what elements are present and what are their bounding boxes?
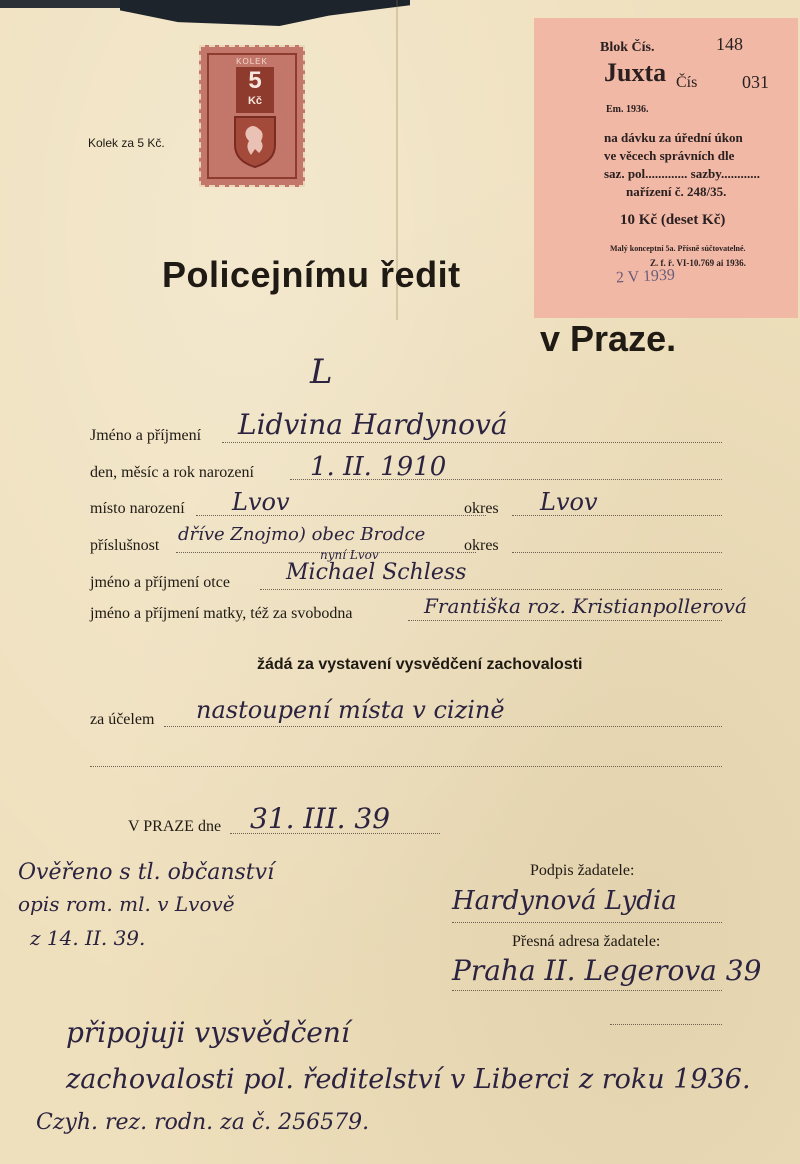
handwritten-district: Lvov (540, 488, 598, 516)
sticker-text-line: nařízení č. 248/35. (626, 184, 727, 199)
handwritten-mark: L (310, 352, 333, 392)
sticker-emission: Em. 1936. (606, 104, 649, 115)
lion-shield-icon (231, 115, 279, 169)
handwritten-birth-place: Lvov (232, 488, 290, 516)
sticker-text-line: ve věcech správních dle (604, 148, 735, 163)
sticker-juxta-number: 031 (742, 72, 769, 92)
label-birth-date: den, měsíc a rok narození (90, 464, 254, 481)
revenue-stamp (199, 45, 305, 187)
revenue-stamp-value-box (236, 67, 274, 113)
dotted-line (260, 589, 722, 590)
sticker-footer-line: Z. f. ř. VI-10.769 ai 1936. (650, 258, 746, 268)
revenue-stamp-unit: Kč (247, 95, 263, 107)
handwritten-note: opis rom. ml. v Lvově (18, 892, 235, 916)
handwritten-date: 31. III. 39 (250, 802, 391, 835)
label-name: Jméno a příjmení (90, 427, 202, 444)
handwritten-note: z 14. II. 39. (30, 926, 146, 950)
dotted-line (610, 1024, 722, 1025)
label-father: jméno a příjmení otce (90, 574, 230, 591)
handwritten-purpose: nastoupení místa v cizině (196, 696, 505, 724)
sticker-blok-label: Blok Čís. (600, 40, 655, 55)
handwritten-domicile: dříve Znojmo) obec Brodce (178, 524, 426, 545)
handwritten-birth-date: 1. II. 1910 (310, 452, 447, 482)
dotted-line (222, 442, 722, 443)
revenue-stamp-value: 5 (248, 67, 262, 94)
dotted-line (452, 922, 722, 923)
sticker-juxta: Juxta (604, 58, 667, 87)
handwritten-mother: Františka roz. Kristianpollerová (424, 594, 747, 618)
revenue-stamp-title: KOLEK (236, 57, 268, 66)
sticker-text-line: saz. pol............. sazby............ (604, 166, 761, 181)
sticker-fee: 10 Kč (deset Kč) (620, 212, 726, 228)
label-birth-place: místo narození (90, 500, 185, 517)
handwritten-father: Michael Schless (286, 560, 467, 585)
sticker-juxta-cis: Čís (676, 74, 698, 91)
handwritten-address: Praha II. Legerova 39 (452, 954, 762, 987)
label-purpose: za účelem (90, 711, 155, 728)
sticker-blok-number: 148 (716, 34, 743, 54)
label-place-date: V PRAZE dne (128, 818, 222, 835)
label-district-2: okres (464, 537, 499, 554)
label-mother: jméno a příjmení matky, též za svobodna (90, 605, 353, 622)
sticker-footer-line: Malý konceptní 5a. Přísně súčtovatelné. (610, 244, 746, 253)
dotted-line (90, 766, 722, 767)
sticker-date-stamp: 2 V 1939 (615, 266, 676, 287)
handwritten-note: Czyh. rez. rodn. za č. 256579. (36, 1110, 370, 1135)
handwritten-note: Ověřeno s tl. občanství (18, 860, 275, 885)
torn-edge (120, 0, 410, 26)
dotted-line (512, 552, 722, 553)
label-signature: Podpis žadatele: (530, 862, 635, 879)
label-address: Přesná adresa žadatele: (512, 933, 661, 950)
addressee-city: v Praze. (540, 318, 677, 359)
label-domicile: příslušnost (90, 537, 160, 554)
addressee-heading: Policejnímu ředit (162, 254, 461, 295)
request-line: žádá za vystavení vysvědčení zachovalosti (257, 656, 583, 673)
dotted-line (452, 990, 722, 991)
handwritten-signature: Hardynová Lydia (452, 886, 677, 916)
revenue-stamp-frame (207, 53, 297, 179)
handwritten-note: zachovalosti pol. ředitelství v Liberci z roku 1936. (66, 1064, 751, 1095)
handwritten-domicile-note: nyní Lvov (320, 548, 379, 562)
dotted-line (164, 726, 722, 727)
handwritten-note: připojuji vysvědčení (66, 1016, 350, 1049)
handwritten-name: Lidvina Hardynová (238, 408, 508, 441)
sticker-text-line: na dávku za úřední úkon (604, 130, 743, 145)
page-edge-shadow (0, 0, 130, 8)
revenue-stamp-label: Kolek za 5 Kč. (88, 136, 165, 150)
fee-sticker (534, 18, 798, 318)
label-district: okres (464, 500, 499, 517)
dotted-line (408, 620, 722, 621)
sticker-overlap (534, 250, 554, 310)
